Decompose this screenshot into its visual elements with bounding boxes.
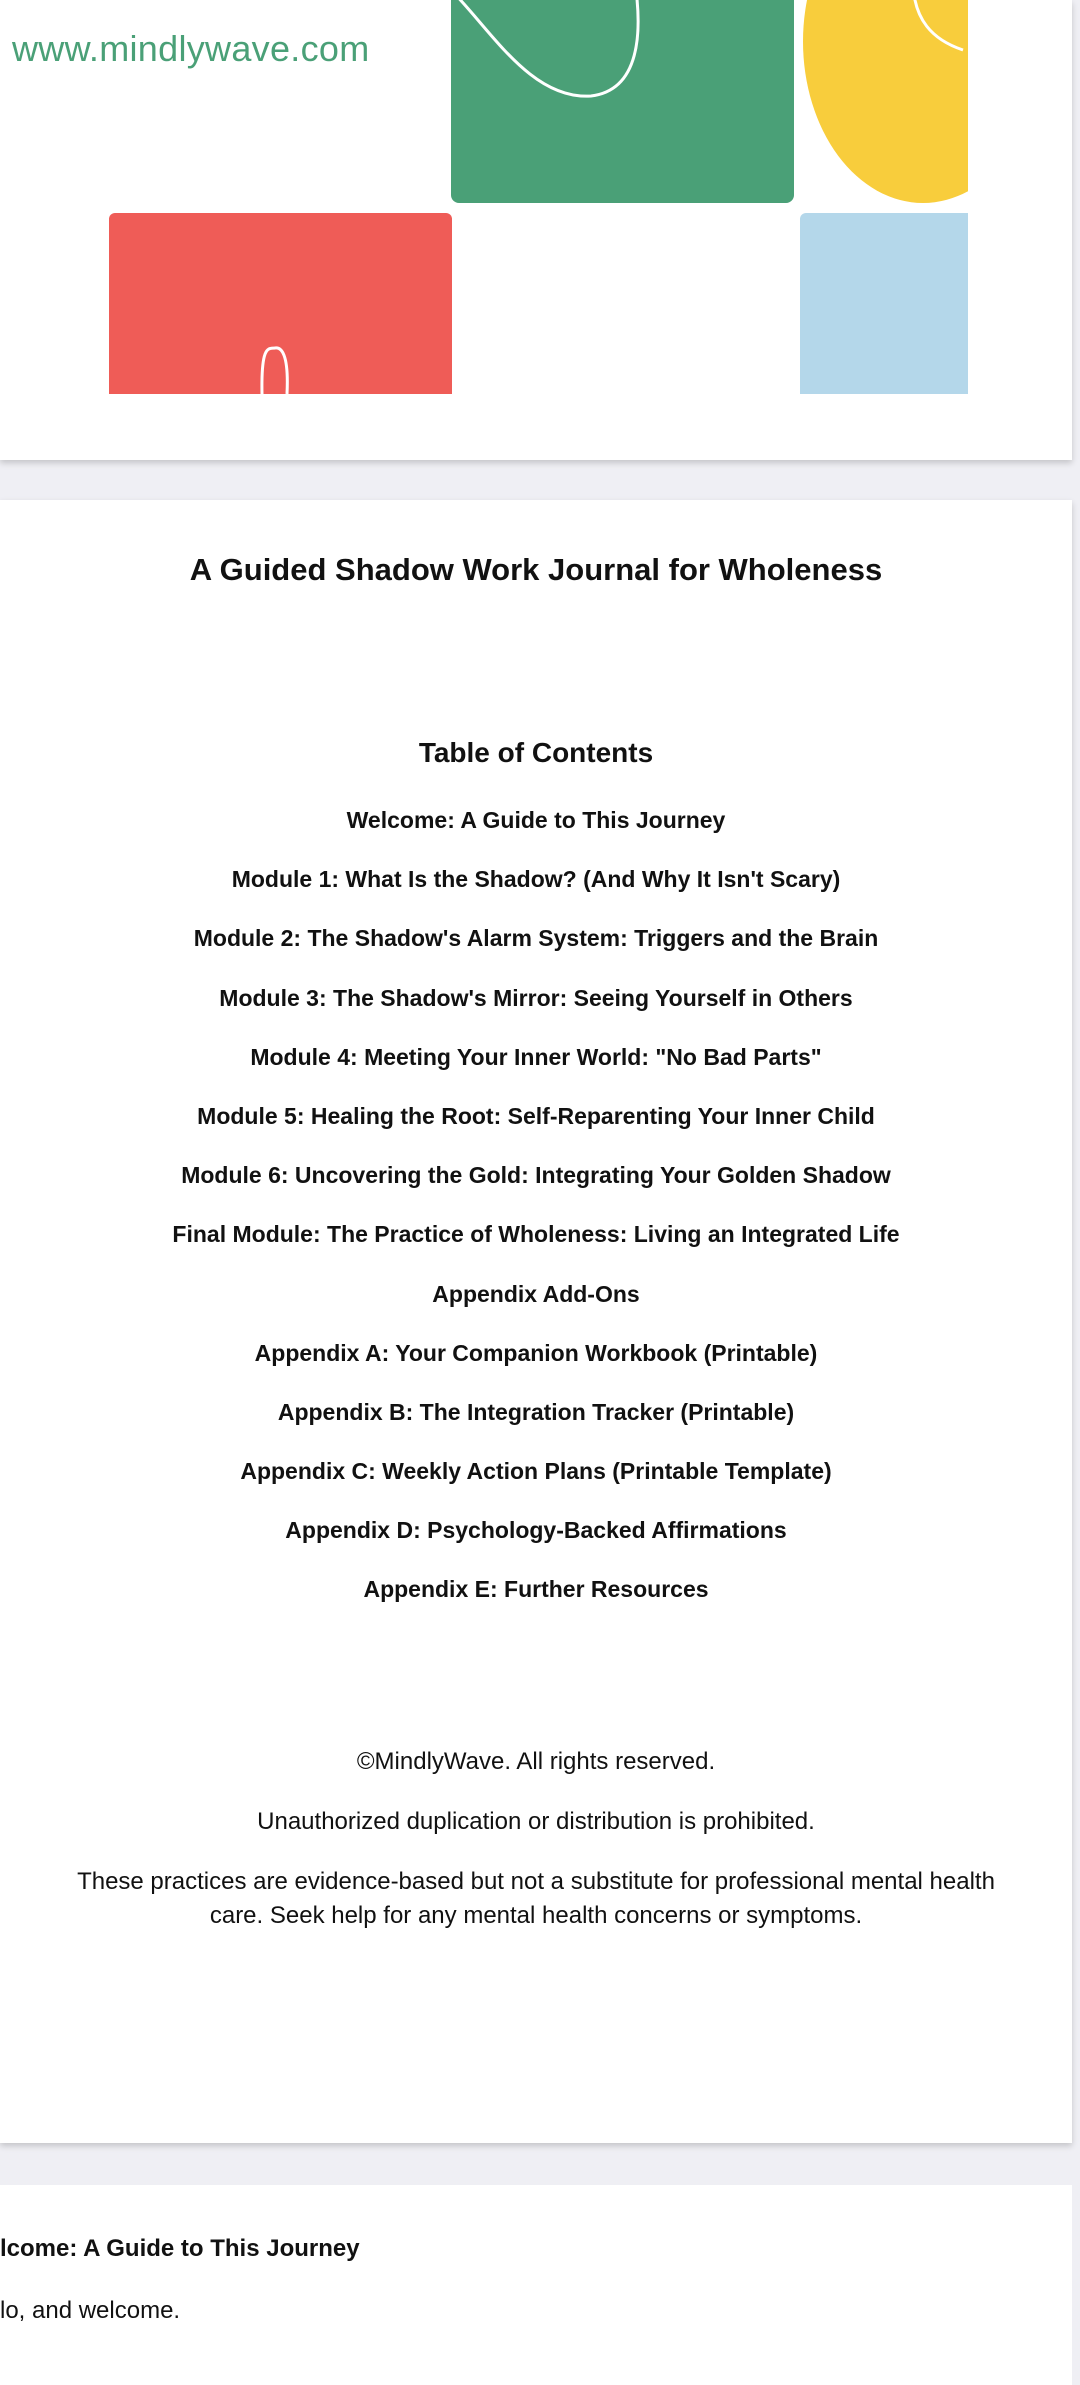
toc-item[interactable]: Appendix Add-Ons [432, 1280, 640, 1307]
toc-heading: Table of Contents [418, 737, 654, 768]
toc-item[interactable]: Final Module: The Practice of Wholeness: Living an Integrated Life [172, 1221, 900, 1248]
legal-section [0, 1745, 1072, 1959]
green-block [451, 0, 794, 203]
toc-list [0, 800, 1072, 1629]
cover-art [0, 0, 968, 460]
toc-item[interactable]: Appendix C: Weekly Action Plans (Printable Template) [240, 1458, 832, 1485]
toc-page [0, 500, 1072, 2143]
yellow-oval [803, 0, 968, 203]
toc-item[interactable]: Module 4: Meeting Your Inner World: "No Bad Parts" [250, 1043, 822, 1070]
website-url: www.mindlywave.com [12, 28, 370, 69]
toc-item[interactable]: Appendix B: The Integration Tracker (Printable) [277, 1398, 795, 1425]
toc-item[interactable]: Module 6: Uncovering the Gold: Integrating Your Golden Shadow [181, 1162, 891, 1189]
toc-item[interactable]: Module 2: The Shadow's Alarm System: Triggers and the Brain [193, 925, 879, 952]
section-heading: lcome: A Guide to This Journey [0, 2235, 360, 2262]
disclaimer-text: These practices are evidence-based but not a substitute for professional mental health care. Seek help for any mental health concerns or symptoms. [77, 1868, 995, 1929]
toc-item[interactable]: Welcome: A Guide to This Journey [346, 807, 726, 833]
cover-page [0, 0, 1072, 460]
toc-item[interactable]: Module 3: The Shadow's Mirror: Seeing Yourself in Others [219, 984, 853, 1011]
body-text: lo, and welcome. [0, 2297, 181, 2324]
document-title: A Guided Shadow Work Journal for Wholeness [189, 552, 883, 587]
toc-item[interactable]: Module 5: Healing the Root: Self-Reparenting Your Inner Child [197, 1102, 875, 1129]
copyright-text: ©MindlyWave. All rights reserved. [356, 1748, 716, 1775]
toc-item[interactable]: Module 1: What Is the Shadow? (And Why It Isn't Scary) [231, 866, 841, 893]
blue-block [800, 213, 968, 394]
toc-item[interactable]: Appendix A: Your Companion Workbook (Printable) [254, 1339, 818, 1366]
arc-line-icon [803, 0, 968, 203]
next-page [0, 2185, 1072, 2385]
arch-line-icon [109, 213, 452, 394]
toc-item[interactable]: Appendix E: Further Resources [363, 1576, 709, 1603]
red-block [109, 213, 452, 394]
notice-text: Unauthorized duplication or distribution is prohibited. [257, 1808, 815, 1835]
wave-line-icon [451, 0, 794, 203]
toc-item[interactable]: Appendix D: Psychology-Backed Affirmations [285, 1517, 787, 1544]
